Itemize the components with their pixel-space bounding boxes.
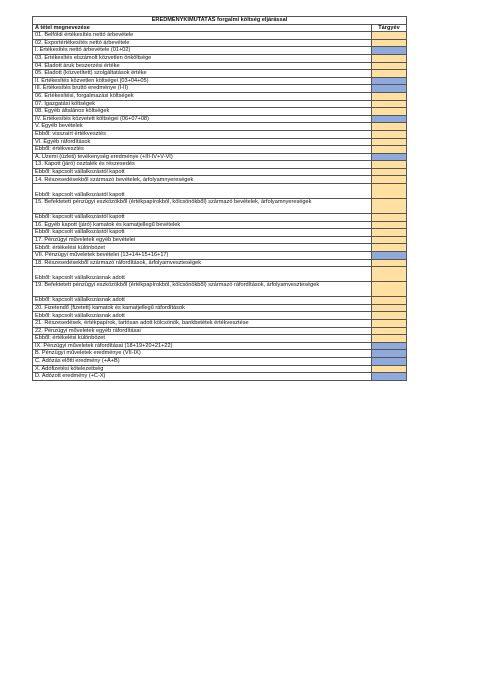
row-label: 21. Részesedések, értékpapírok, tartósan adott kölcsönök, bankbetétek értékvesztése	[33, 320, 372, 328]
row-label: C. Adózás előtti eredmény (+A+B)	[33, 357, 372, 365]
value-cell[interactable]	[372, 176, 407, 184]
total-value-cell[interactable]	[372, 47, 407, 55]
value-cell[interactable]	[372, 54, 407, 62]
row-label: D. Adózott eredmény (+C-X)	[33, 373, 372, 381]
row-label: Ebből: kapcsolt vállalkozástól kapott	[33, 214, 372, 222]
value-cell[interactable]	[372, 184, 407, 199]
table-row	[33, 244, 407, 252]
value-cell[interactable]	[372, 168, 407, 176]
table-row	[33, 138, 407, 146]
value-cell[interactable]	[372, 123, 407, 131]
row-label: III. Értékesítés bruttó eredménye (I-II)	[33, 85, 372, 93]
row-label: Ebből: kapcsolt vállalkozástól kapott	[33, 168, 372, 176]
value-cell[interactable]	[372, 297, 407, 305]
table-row	[33, 77, 407, 85]
row-label: Ebből: kapcsolt vállalkozásnak adott	[33, 312, 372, 320]
total-value-cell[interactable]	[372, 357, 407, 365]
row-label: 13. Kapott (járó) osztalék és részesedés	[33, 161, 372, 169]
row-label: IX. Pénzügyi műveletek ráfordításai (18+19+20+21+22)	[33, 342, 372, 350]
row-label: Ebből: értékelési különbözet	[33, 335, 372, 343]
table-row	[33, 85, 407, 93]
table-row	[33, 146, 407, 154]
table-row	[33, 32, 407, 40]
table-row	[33, 100, 407, 108]
table-row	[33, 350, 407, 358]
header-row	[33, 24, 407, 32]
table-row	[33, 168, 407, 176]
value-cell[interactable]	[372, 335, 407, 343]
value-cell[interactable]	[372, 244, 407, 252]
row-label: A. Üzemi (üzleti) tevékenység eredménye (+III-IV+V-VI)	[33, 153, 372, 161]
value-cell[interactable]	[372, 304, 407, 312]
row-label: 22. Pénzügyi műveletek egyéb ráfordításai	[33, 327, 372, 335]
row-label: 01. Belföldi értékesítés nettó árbevétele	[33, 32, 372, 40]
row-label: Ebből: értékvesztés	[33, 146, 372, 154]
table-row	[33, 70, 407, 78]
value-cell[interactable]	[372, 312, 407, 320]
total-value-cell[interactable]	[372, 350, 407, 358]
value-cell[interactable]	[372, 229, 407, 237]
total-value-cell[interactable]	[372, 373, 407, 381]
table-row	[33, 108, 407, 116]
row-label: IV. Értékesítés közvetett költségei (06+07+08)	[33, 115, 372, 123]
statement-title: EREDMÉNYKIMUTATÁS forgalmi költség eljárással	[33, 17, 407, 25]
row-label: B. Pénzügyi műveletek eredménye (VII-IX)	[33, 350, 372, 358]
table-row	[33, 115, 407, 123]
table-row	[33, 130, 407, 138]
table-row	[33, 267, 407, 282]
table-row	[33, 236, 407, 244]
value-cell[interactable]	[372, 267, 407, 282]
table-row	[33, 47, 407, 55]
row-label: 08. Egyéb általános költségek	[33, 108, 372, 116]
table-row	[33, 357, 407, 365]
value-cell[interactable]	[372, 62, 407, 70]
value-cell[interactable]	[372, 365, 407, 373]
table-row	[33, 312, 407, 320]
row-label: VI. Egyéb ráfordítások	[33, 138, 372, 146]
row-label: 17. Pénzügyi műveletek egyéb bevételei	[33, 236, 372, 244]
value-cell[interactable]	[372, 161, 407, 169]
row-label: VII. Pénzügyi műveletek bevételei (13+14+15+16+17)	[33, 252, 372, 260]
table-row	[33, 335, 407, 343]
table-row	[33, 365, 407, 373]
table-row	[33, 153, 407, 161]
table-row	[33, 54, 407, 62]
row-label: Ebből: kapcsolt vállalkozástól kapott	[33, 229, 372, 237]
row-label: I. Értékesítés nettó árbevétele (01+02)	[33, 47, 372, 55]
row-label: 03. Értékesítés elszámolt közvetlen önköltsége	[33, 54, 372, 62]
table-row	[33, 320, 407, 328]
table-row	[33, 221, 407, 229]
total-value-cell[interactable]	[372, 252, 407, 260]
row-label: Ebből: kapcsolt vállalkozástól kapott	[33, 184, 372, 199]
table-row	[33, 39, 407, 47]
row-label: 18. Részesedésekből származó ráfordítások, árfolyamveszteségek	[33, 259, 372, 267]
value-cell[interactable]	[372, 39, 407, 47]
row-label: Ebből: kapcsolt vállalkozásnak adott	[33, 297, 372, 305]
table-row	[33, 184, 407, 199]
total-value-cell[interactable]	[372, 115, 407, 123]
table-row	[33, 123, 407, 131]
value-cell[interactable]	[372, 282, 407, 297]
row-label: 06. Értékesítési, forgalmazási költségek	[33, 92, 372, 100]
row-label: V. Egyéb bevételek	[33, 123, 372, 131]
table-row	[33, 259, 407, 267]
value-cell[interactable]	[372, 100, 407, 108]
table-row	[33, 229, 407, 237]
income-statement-table	[32, 16, 407, 381]
row-label: 15. Befektetett pénzügyi eszközökből (értékpapírokból, kölcsönökből) származó bevételek, árfolyamnyereségek	[33, 199, 372, 214]
row-label: 20. Fizetendő (fizetett) kamatok és kamatjellegű ráfordítások	[33, 304, 372, 312]
row-label: 07. Igazgatási költségek	[33, 100, 372, 108]
value-cell[interactable]	[372, 108, 407, 116]
total-value-cell[interactable]	[372, 342, 407, 350]
row-label: II. Értékesítés közvetlen költségei (03+04+05)	[33, 77, 372, 85]
total-value-cell[interactable]	[372, 85, 407, 93]
row-label: 05. Eladott (közvetített) szolgáltatások értéke	[33, 70, 372, 78]
table-row	[33, 373, 407, 381]
value-cell[interactable]	[372, 130, 407, 138]
table-row	[33, 282, 407, 297]
total-value-cell[interactable]	[372, 153, 407, 161]
row-label: Ebből: értékelési különbözet	[33, 244, 372, 252]
value-cell[interactable]	[372, 236, 407, 244]
table-row	[33, 252, 407, 260]
row-label: 16. Egyéb kapott (járó) kamatok és kamatjellegű bevételek	[33, 221, 372, 229]
table-row	[33, 92, 407, 100]
table-row	[33, 327, 407, 335]
value-cell[interactable]	[372, 327, 407, 335]
value-cell[interactable]	[372, 70, 407, 78]
table-row	[33, 342, 407, 350]
value-cell[interactable]	[372, 199, 407, 214]
total-value-cell[interactable]	[372, 77, 407, 85]
row-label: 04. Eladott áruk beszerzési értéke	[33, 62, 372, 70]
table-row	[33, 62, 407, 70]
row-label: X. Adófizetési kötelezettség	[33, 365, 372, 373]
row-label: Ebből: kapcsolt vállalkozásnak adott	[33, 267, 372, 282]
value-cell[interactable]	[372, 32, 407, 40]
year-column-header: Tárgyév	[372, 24, 407, 32]
table-row	[33, 304, 407, 312]
table-row	[33, 161, 407, 169]
row-label: 02. Exportértékesítés nettó árbevétele	[33, 39, 372, 47]
value-cell[interactable]	[372, 259, 407, 267]
table-row	[33, 214, 407, 222]
row-label: 14. Részesedésekből származó bevételek, árfolyamnyereségek	[33, 176, 372, 184]
row-label: Ebből: visszaírt értékvesztés	[33, 130, 372, 138]
table-row	[33, 176, 407, 184]
value-cell[interactable]	[372, 214, 407, 222]
value-cell[interactable]	[372, 221, 407, 229]
value-cell[interactable]	[372, 320, 407, 328]
table-row	[33, 199, 407, 214]
value-cell[interactable]	[372, 146, 407, 154]
value-cell[interactable]	[372, 138, 407, 146]
title-row	[33, 17, 407, 25]
value-cell[interactable]	[372, 92, 407, 100]
row-label: 19. Befektetett pénzügyi eszközökből (értékpapírokból, kölcsönökből) származó ráfordítások, árfolyamveszteségek	[33, 282, 372, 297]
table-row	[33, 297, 407, 305]
item-column-header: A tétel megnevezése	[33, 24, 372, 32]
